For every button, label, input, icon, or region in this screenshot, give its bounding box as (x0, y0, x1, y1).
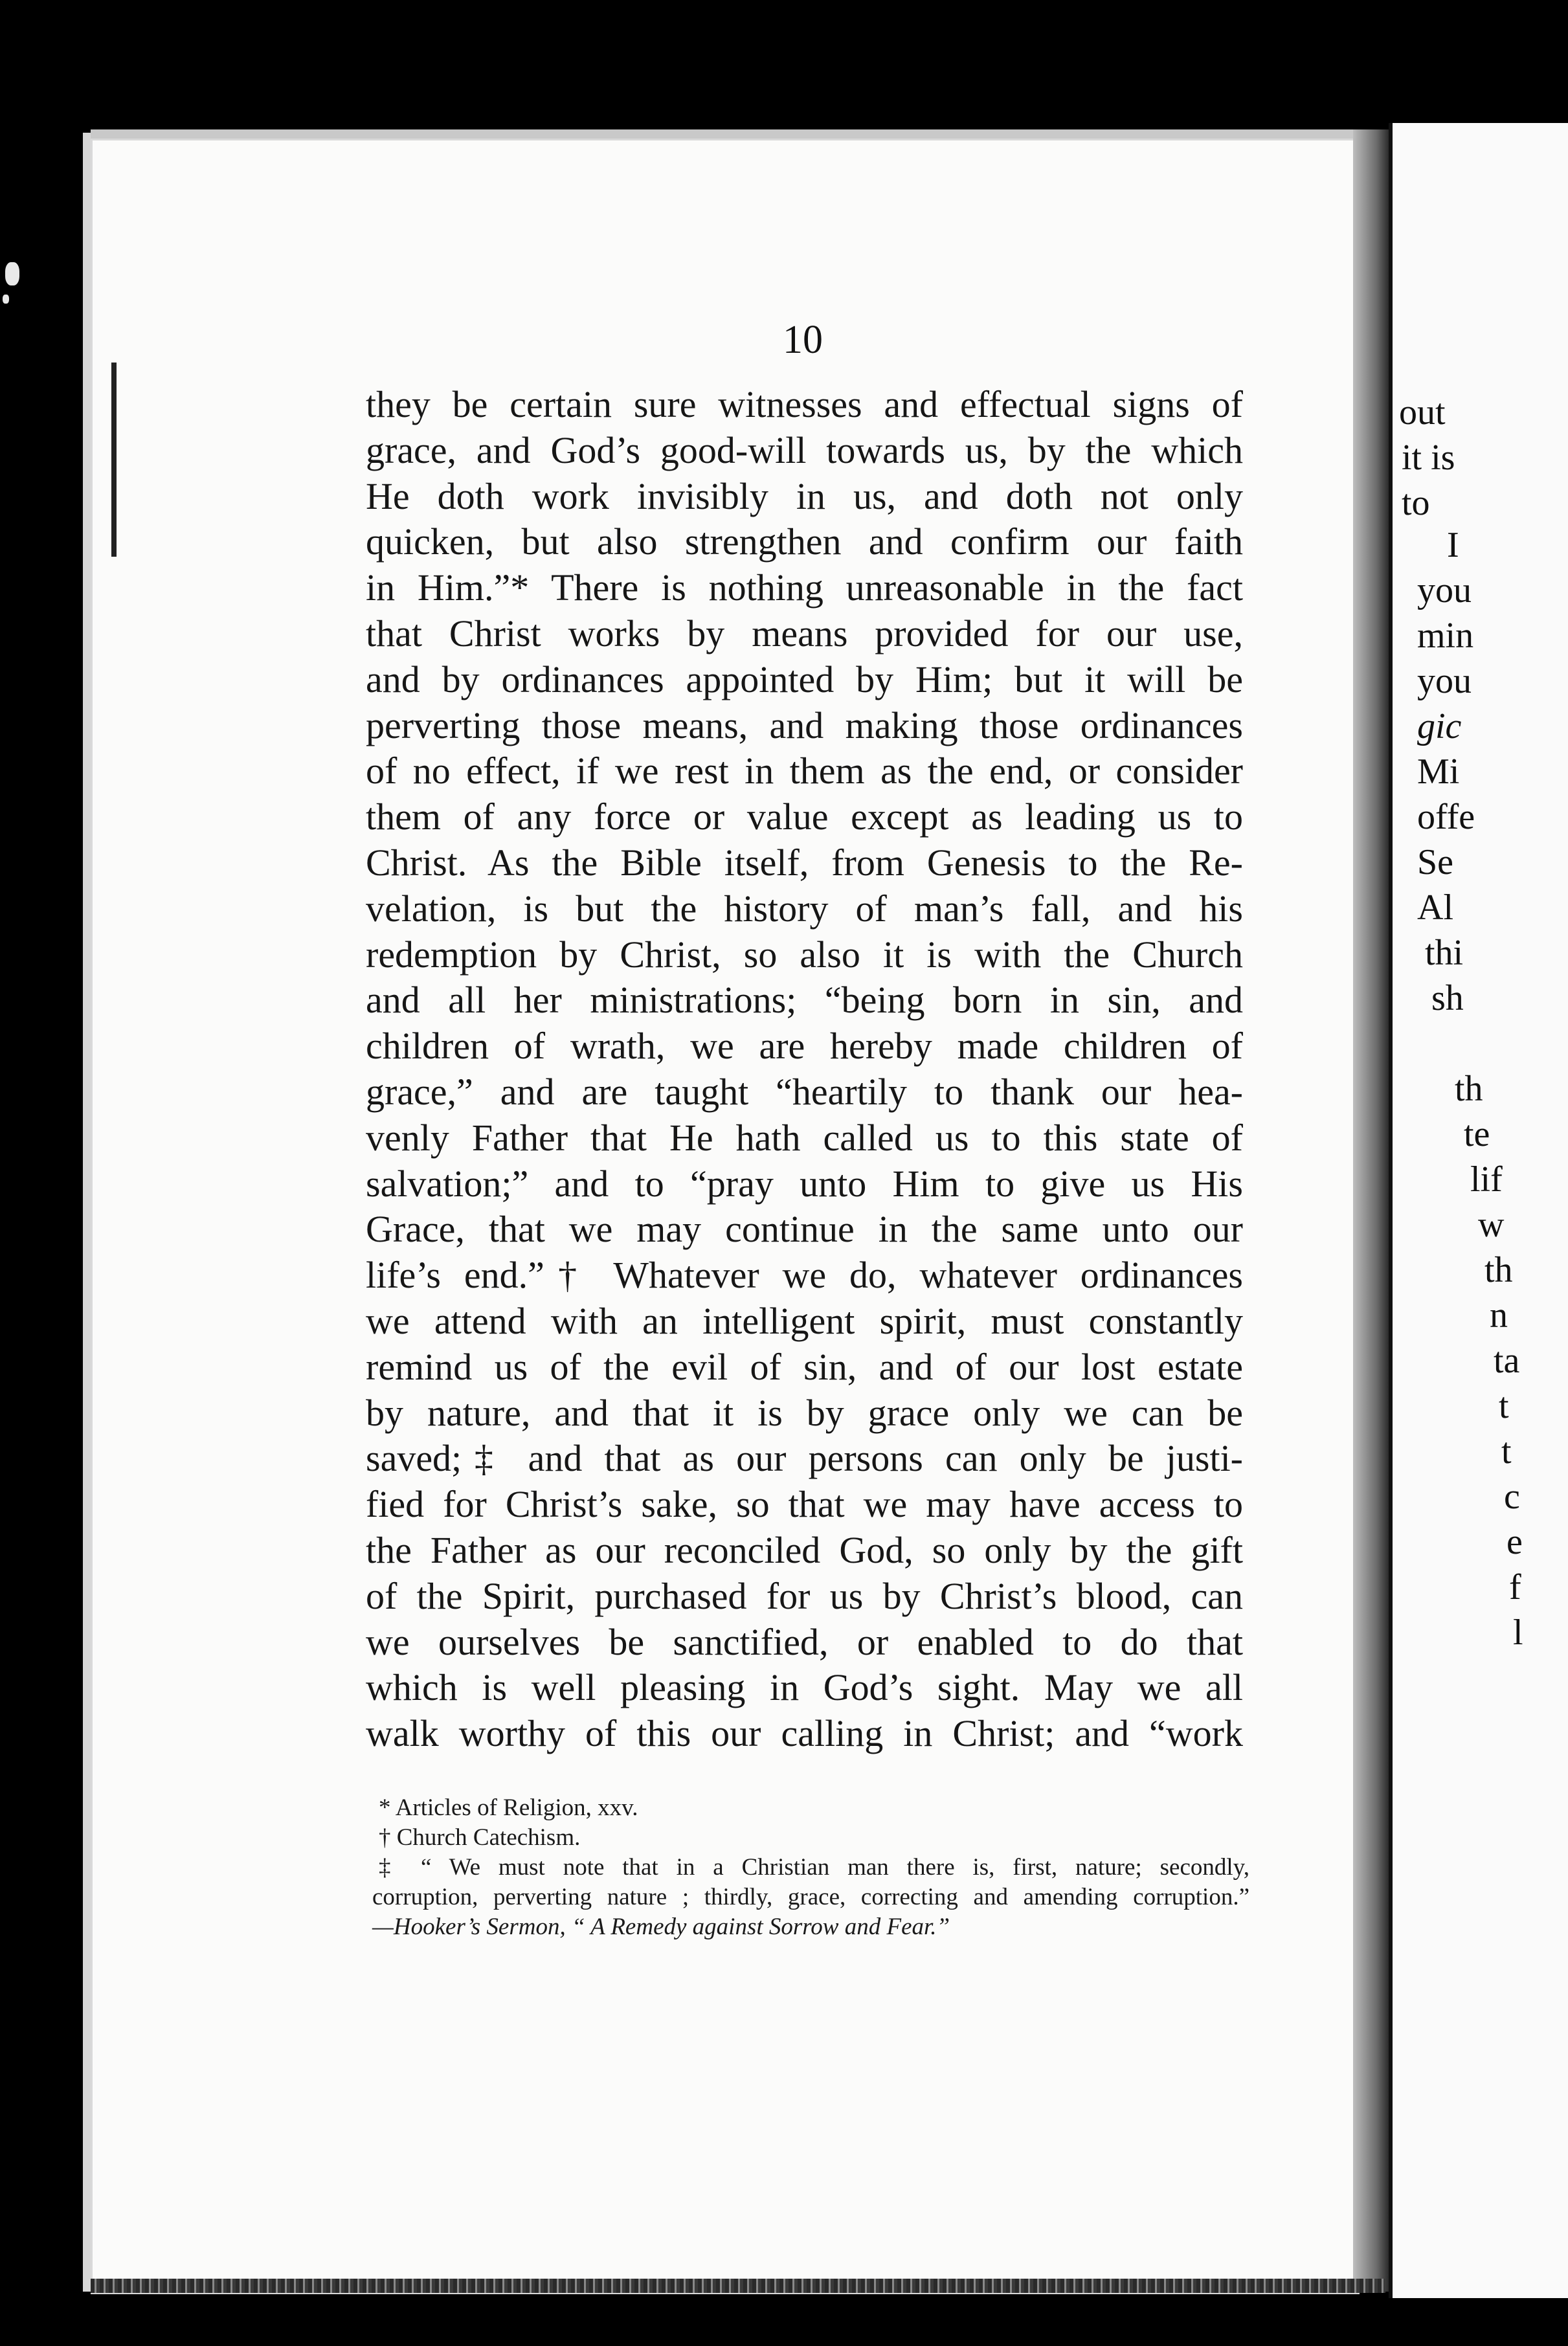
body-line: them of any force or value except as leading us to (366, 796, 1243, 838)
body-text (366, 382, 1243, 1757)
body-line: they be certain sure witnesses and effectual signs of (366, 383, 1243, 425)
footnote: ‡ “ We must note that in a Christian man there is, first, nature; secondly, (379, 1854, 1249, 1881)
body-line: children of wrath, we are hereby made children of (366, 1025, 1243, 1067)
facing-page-fragment: Al (1417, 888, 1453, 928)
facing-page-fragment: Mi (1417, 752, 1460, 792)
facing-page-fragment: l (1513, 1613, 1523, 1653)
body-line: Christ. As the Bible itself, from Genesis to the Re- (366, 841, 1243, 884)
facing-page-fragment: t (1501, 1431, 1512, 1471)
body-line: Grace, that we may continue in the same unto our (366, 1208, 1243, 1251)
facing-page-fragment: min (1417, 616, 1474, 656)
body-line: of no effect, if we rest in them as the end, or consider (366, 750, 1243, 792)
footnote-citation: —Hooker’s Sermon, “ A Remedy against Sorrow and Fear.” (372, 1914, 950, 1940)
body-line: fied for Christ’s sake, so that we may have access to (366, 1483, 1243, 1526)
facing-page-fragment: thi (1425, 933, 1464, 973)
facing-page-fragment: it is (1402, 438, 1455, 478)
facing-page-fragment: ta (1494, 1341, 1520, 1381)
facing-page-fragment: th (1455, 1069, 1483, 1109)
facing-page-fragment: c (1504, 1477, 1520, 1517)
facing-page-fragment: w (1478, 1205, 1505, 1245)
facing-page-fragment: lif (1470, 1159, 1503, 1200)
body-line: remind us of the evil of sin, and of our lost estate (366, 1345, 1243, 1388)
body-line: walk worthy of this our calling in Christ; and “work (366, 1712, 1243, 1755)
body-line: grace, and God’s good-will towards us, by the which (366, 429, 1243, 471)
facing-page-fragment: Se (1417, 842, 1453, 882)
stray-mark-bottom (3, 295, 9, 304)
body-line: salvation;” and to “pray unto Him to give us His (366, 1162, 1243, 1205)
body-line: which is well pleasing in God’s sight. May we all (366, 1666, 1243, 1709)
footnote: * Articles of Religion, xxv. (379, 1794, 638, 1821)
body-line: of the Spirit, purchased for us by Christ’s blood, can (366, 1574, 1243, 1617)
body-line: quicken, but also strengthen and confirm our faith (366, 520, 1243, 563)
facing-page-fragment: I (1447, 525, 1459, 565)
page-bottom-edge (91, 2279, 1385, 2293)
facing-page-fragment: you (1417, 661, 1472, 701)
facing-page-fragment: th (1484, 1250, 1513, 1290)
facing-page-fragment: out (1399, 392, 1446, 432)
footnotes (372, 1793, 1249, 1942)
body-line: life’s end.”† Whatever we do, whatever ordinances (366, 1254, 1243, 1297)
footnote-continuation: corruption, perverting nature ; thirdly, grace, correcting and amending corruption.” (372, 1884, 1249, 1910)
facing-page-fragment: t (1499, 1386, 1509, 1426)
body-line: redemption by Christ, so also it is with the Church (366, 933, 1243, 976)
body-line: and all her ministrations; “being born in sin, and (366, 979, 1243, 1022)
body-line: velation, is but the history of man’s fall, and his (366, 887, 1243, 930)
body-line: grace,” and are taught “heartily to thank our hea- (366, 1070, 1243, 1113)
margin-mark (111, 363, 117, 557)
facing-page (1389, 123, 1568, 2298)
body-line: venly Father that He hath called us to this state of (366, 1116, 1243, 1159)
body-line: saved;‡ and that as our persons can only be justi- (366, 1437, 1243, 1480)
body-line: He doth work invisibly in us, and doth not only (366, 475, 1243, 517)
facing-page-fragment: sh (1431, 978, 1464, 1018)
page-gutter (1353, 129, 1392, 2292)
body-line: that Christ works by means provided for our use, (366, 612, 1243, 654)
facing-page-fragment: to (1402, 483, 1430, 523)
stray-mark-top (5, 262, 19, 285)
body-line: the Father as our reconciled God, so only by the gift (366, 1528, 1243, 1571)
body-line: in Him.”* There is nothing unreasonable in the fact (366, 566, 1243, 609)
facing-page-fragment: e (1506, 1522, 1523, 1562)
page-number: 10 (783, 318, 823, 362)
facing-page-fragment: f (1509, 1567, 1521, 1607)
body-line: perverting those means, and making those ordinances (366, 704, 1243, 746)
body-line: by nature, and that it is by grace only we can be (366, 1391, 1243, 1434)
facing-page-fragment: you (1417, 570, 1472, 610)
footnote: † Church Catechism. (379, 1824, 581, 1851)
body-line: we attend with an intelligent spirit, must constantly (366, 1299, 1243, 1342)
body-line: and by ordinances appointed by Him; but it will be (366, 658, 1243, 700)
facing-page-fragment: te (1464, 1114, 1490, 1154)
facing-page-fragment: gic (1417, 706, 1462, 746)
facing-page-fragment: offe (1417, 797, 1475, 837)
body-line: we ourselves be sanctified, or enabled to do that (366, 1620, 1243, 1663)
facing-page-fragment: n (1490, 1295, 1508, 1335)
